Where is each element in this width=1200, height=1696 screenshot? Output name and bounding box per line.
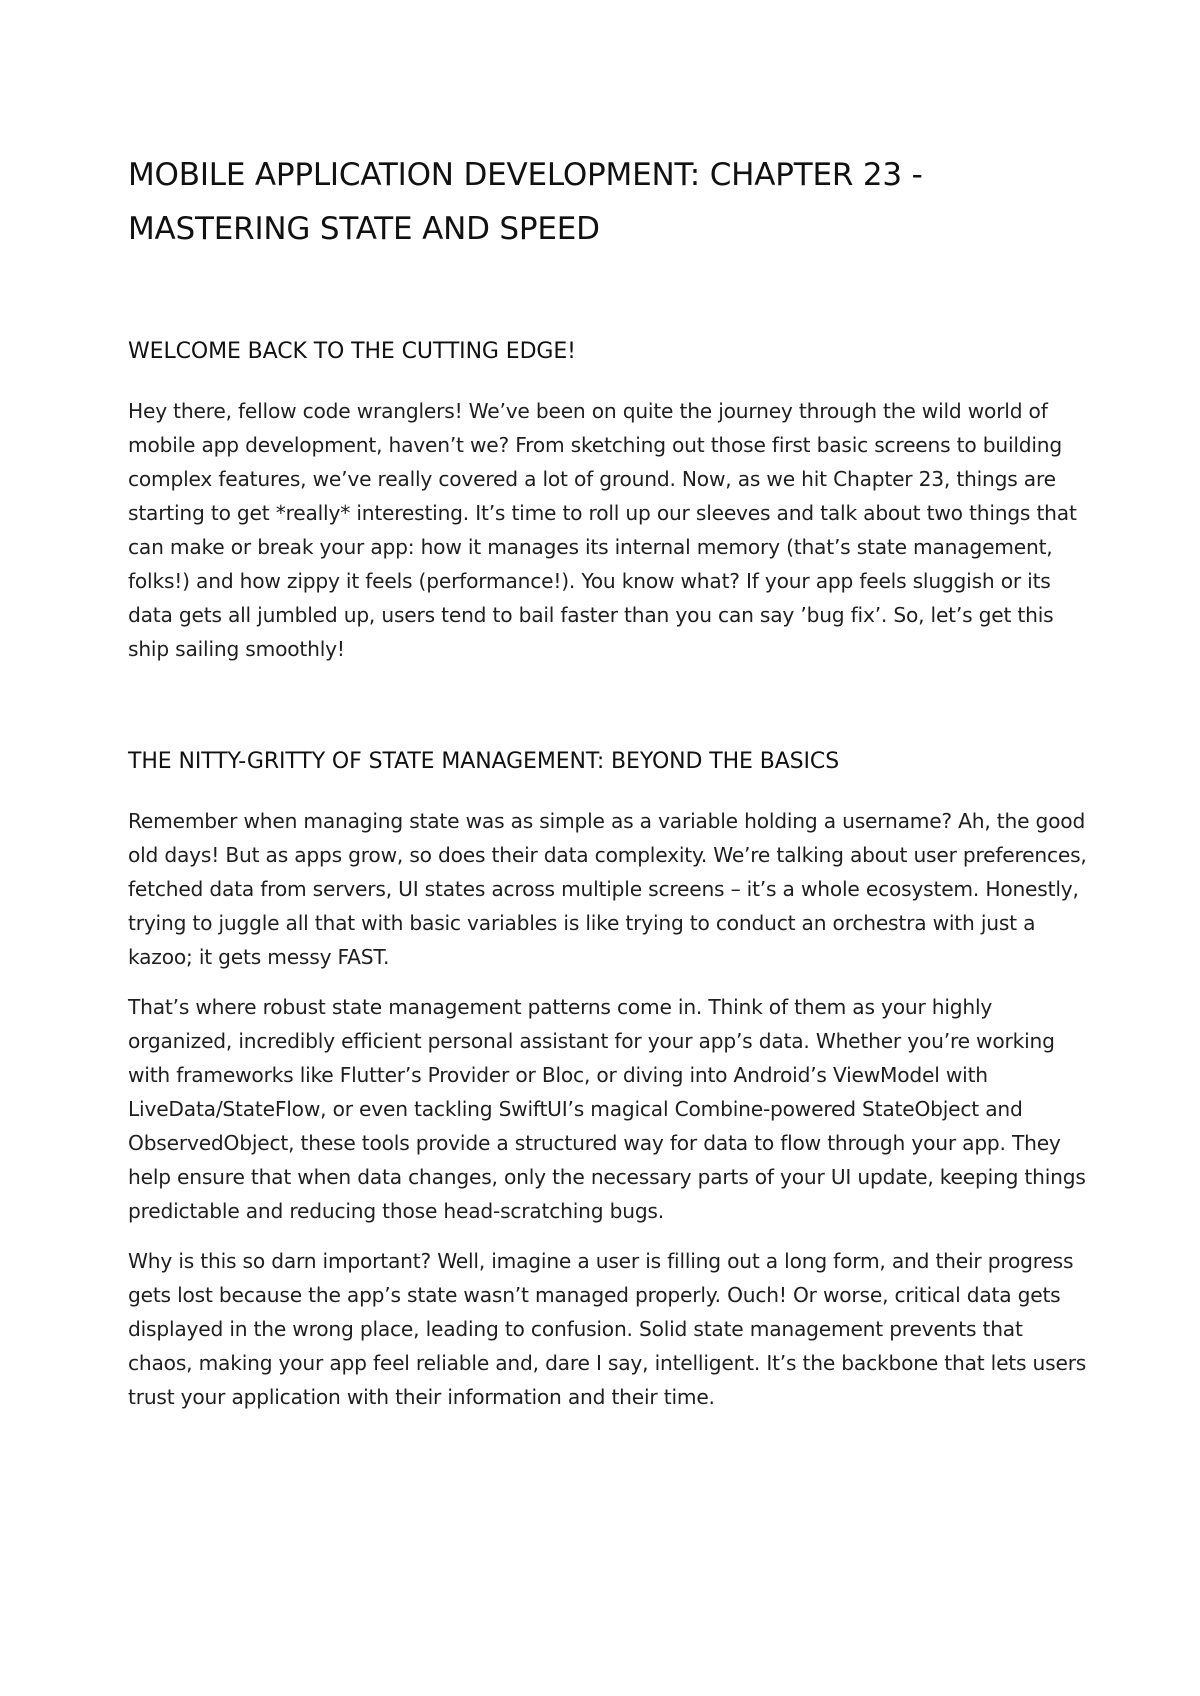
document-page <box>128 148 1088 1414</box>
section-heading-welcome: WELCOME BACK TO THE CUTTING EDGE! <box>128 339 576 364</box>
paragraph: Remember when managing state was as simple as a variable holding a username? Ah, the good old days! But as apps grow, so does their data complexity. We’re talking about user preferences, fetched data from servers, UI states across multiple screens – it’s a whole ecosystem. Honestly, trying to juggle all that with basic variables is like trying to conduct an orchestra with just a kazoo; it gets messy FAST. <box>128 809 1087 969</box>
paragraph: Hey there, fellow code wranglers! We’ve been on quite the journey through the wild world of mobile app development, haven’t we? From sketching out those first basic screens to building complex features, we’ve really covered a lot of ground. Now, as we hit Chapter 23, things are starting to get *really* interesting. It’s time to roll up our sleeves and talk about two things that can make or break your app: how it manages its internal memory (that’s state management, folks!) and how zippy it feels (performance!). You know what? If your app feels sluggish or its data gets all jumbled up, users tend to bail faster than you can say ’bug fix’. So, let’s get this ship sailing smoothly! <box>128 399 1077 661</box>
document-title: MOBILE APPLICATION DEVELOPMENT: CHAPTER 23 - MASTERING STATE AND SPEED <box>128 157 923 247</box>
paragraph: Why is this so darn important? Well, imagine a user is filling out a long form, and their progress gets lost because the app’s state wasn’t managed properly. Ouch! Or worse, critical data gets displayed in the wrong place, leading to confusion. Solid state management prevents that chaos, making your app feel reliable and, dare I say, intelligent. It’s the backbone that lets users trust your application with their information and their time. <box>128 1249 1087 1409</box>
section-heading-state-management: THE NITTY-GRITTY OF STATE MANAGEMENT: BEYOND THE BASICS <box>128 749 840 774</box>
paragraph: That’s where robust state management patterns come in. Think of them as your highly organized, incredibly efficient personal assistant for your app’s data. Whether you’re working with frameworks like Flutter’s Provider or Bloc, or diving into Android’s ViewModel with LiveData/StateFlow, or even tackling SwiftUI’s magical Combine-powered StateObject and ObservedObject, these tools provide a structured way for data to flow through your app. They help ensure that when data changes, only the necessary parts of your UI update, keeping things predictable and reducing those head-scratching bugs. <box>128 995 1086 1223</box>
